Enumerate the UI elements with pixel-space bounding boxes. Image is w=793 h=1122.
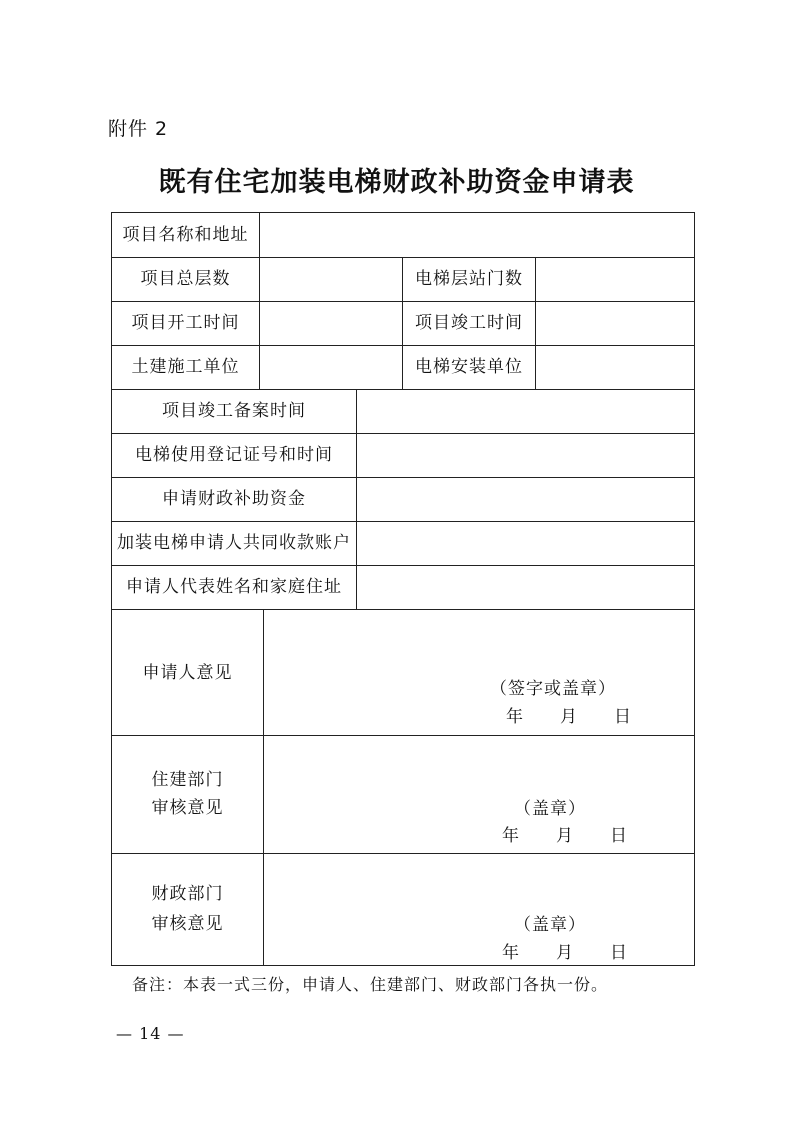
field-total-floors[interactable]	[260, 257, 402, 301]
label-elevator-installer: 电梯安装单位	[415, 357, 523, 377]
label-project-name-address: 项目名称和地址	[122, 225, 249, 245]
attachment-label: 附件 2	[108, 118, 169, 140]
label-finance-dept-opinion-2: 审核意见	[151, 914, 224, 934]
field-finance-dept-opinion[interactable]	[264, 853, 694, 965]
label-completion-time: 项目竣工时间	[415, 313, 523, 333]
field-elevator-registration[interactable]	[357, 433, 694, 477]
label-elevator-registration: 电梯使用登记证号和时间	[135, 445, 333, 465]
field-subsidy-amount[interactable]	[357, 477, 694, 521]
label-housing-dept-opinion: 住建部门	[151, 770, 224, 790]
label-subsidy-amount: 申请财政补助资金	[162, 489, 306, 509]
applicant-date-line: 年 月 日	[506, 707, 632, 727]
field-elevator-installer[interactable]	[536, 345, 694, 389]
label-representative: 申请人代表姓名和家庭住址	[126, 577, 342, 597]
finance-dept-stamp-note: （盖章）	[514, 915, 586, 935]
field-completion-filing-time[interactable]	[357, 389, 694, 433]
field-start-time[interactable]	[260, 301, 402, 345]
finance-dept-date-line: 年 月 日	[502, 943, 628, 963]
label-completion-filing-time: 项目竣工备案时间	[162, 401, 306, 421]
field-representative[interactable]	[357, 565, 694, 609]
page-number: — 14 —	[116, 1024, 185, 1043]
applicant-signature-note: （签字或盖章）	[490, 679, 616, 699]
label-applicant-opinion: 申请人意见	[142, 663, 233, 683]
housing-dept-stamp-note: （盖章）	[514, 799, 586, 819]
label-housing-dept-opinion-2: 审核意见	[151, 798, 224, 818]
label-finance-dept-opinion: 财政部门	[151, 884, 224, 904]
label-elevator-stops: 电梯层站门数	[415, 269, 523, 289]
label-joint-account: 加装电梯申请人共同收款账户	[117, 533, 351, 553]
field-completion-time[interactable]	[536, 301, 694, 345]
field-housing-dept-opinion[interactable]	[264, 735, 694, 853]
field-joint-account[interactable]	[357, 521, 694, 565]
field-civil-contractor[interactable]	[260, 345, 402, 389]
page-title: 既有住宅加装电梯财政补助资金申请表	[158, 167, 635, 198]
field-elevator-stops[interactable]	[536, 257, 694, 301]
label-civil-contractor: 土建施工单位	[131, 357, 240, 377]
label-start-time: 项目开工时间	[131, 313, 240, 333]
footnote: 备注：本表一式三份，申请人、住建部门、财政部门各执一份。	[132, 975, 609, 994]
field-project-name-address[interactable]	[260, 213, 694, 257]
label-total-floors: 项目总层数	[140, 269, 231, 289]
application-form-table	[111, 212, 695, 966]
housing-dept-date-line: 年 月 日	[502, 826, 628, 846]
